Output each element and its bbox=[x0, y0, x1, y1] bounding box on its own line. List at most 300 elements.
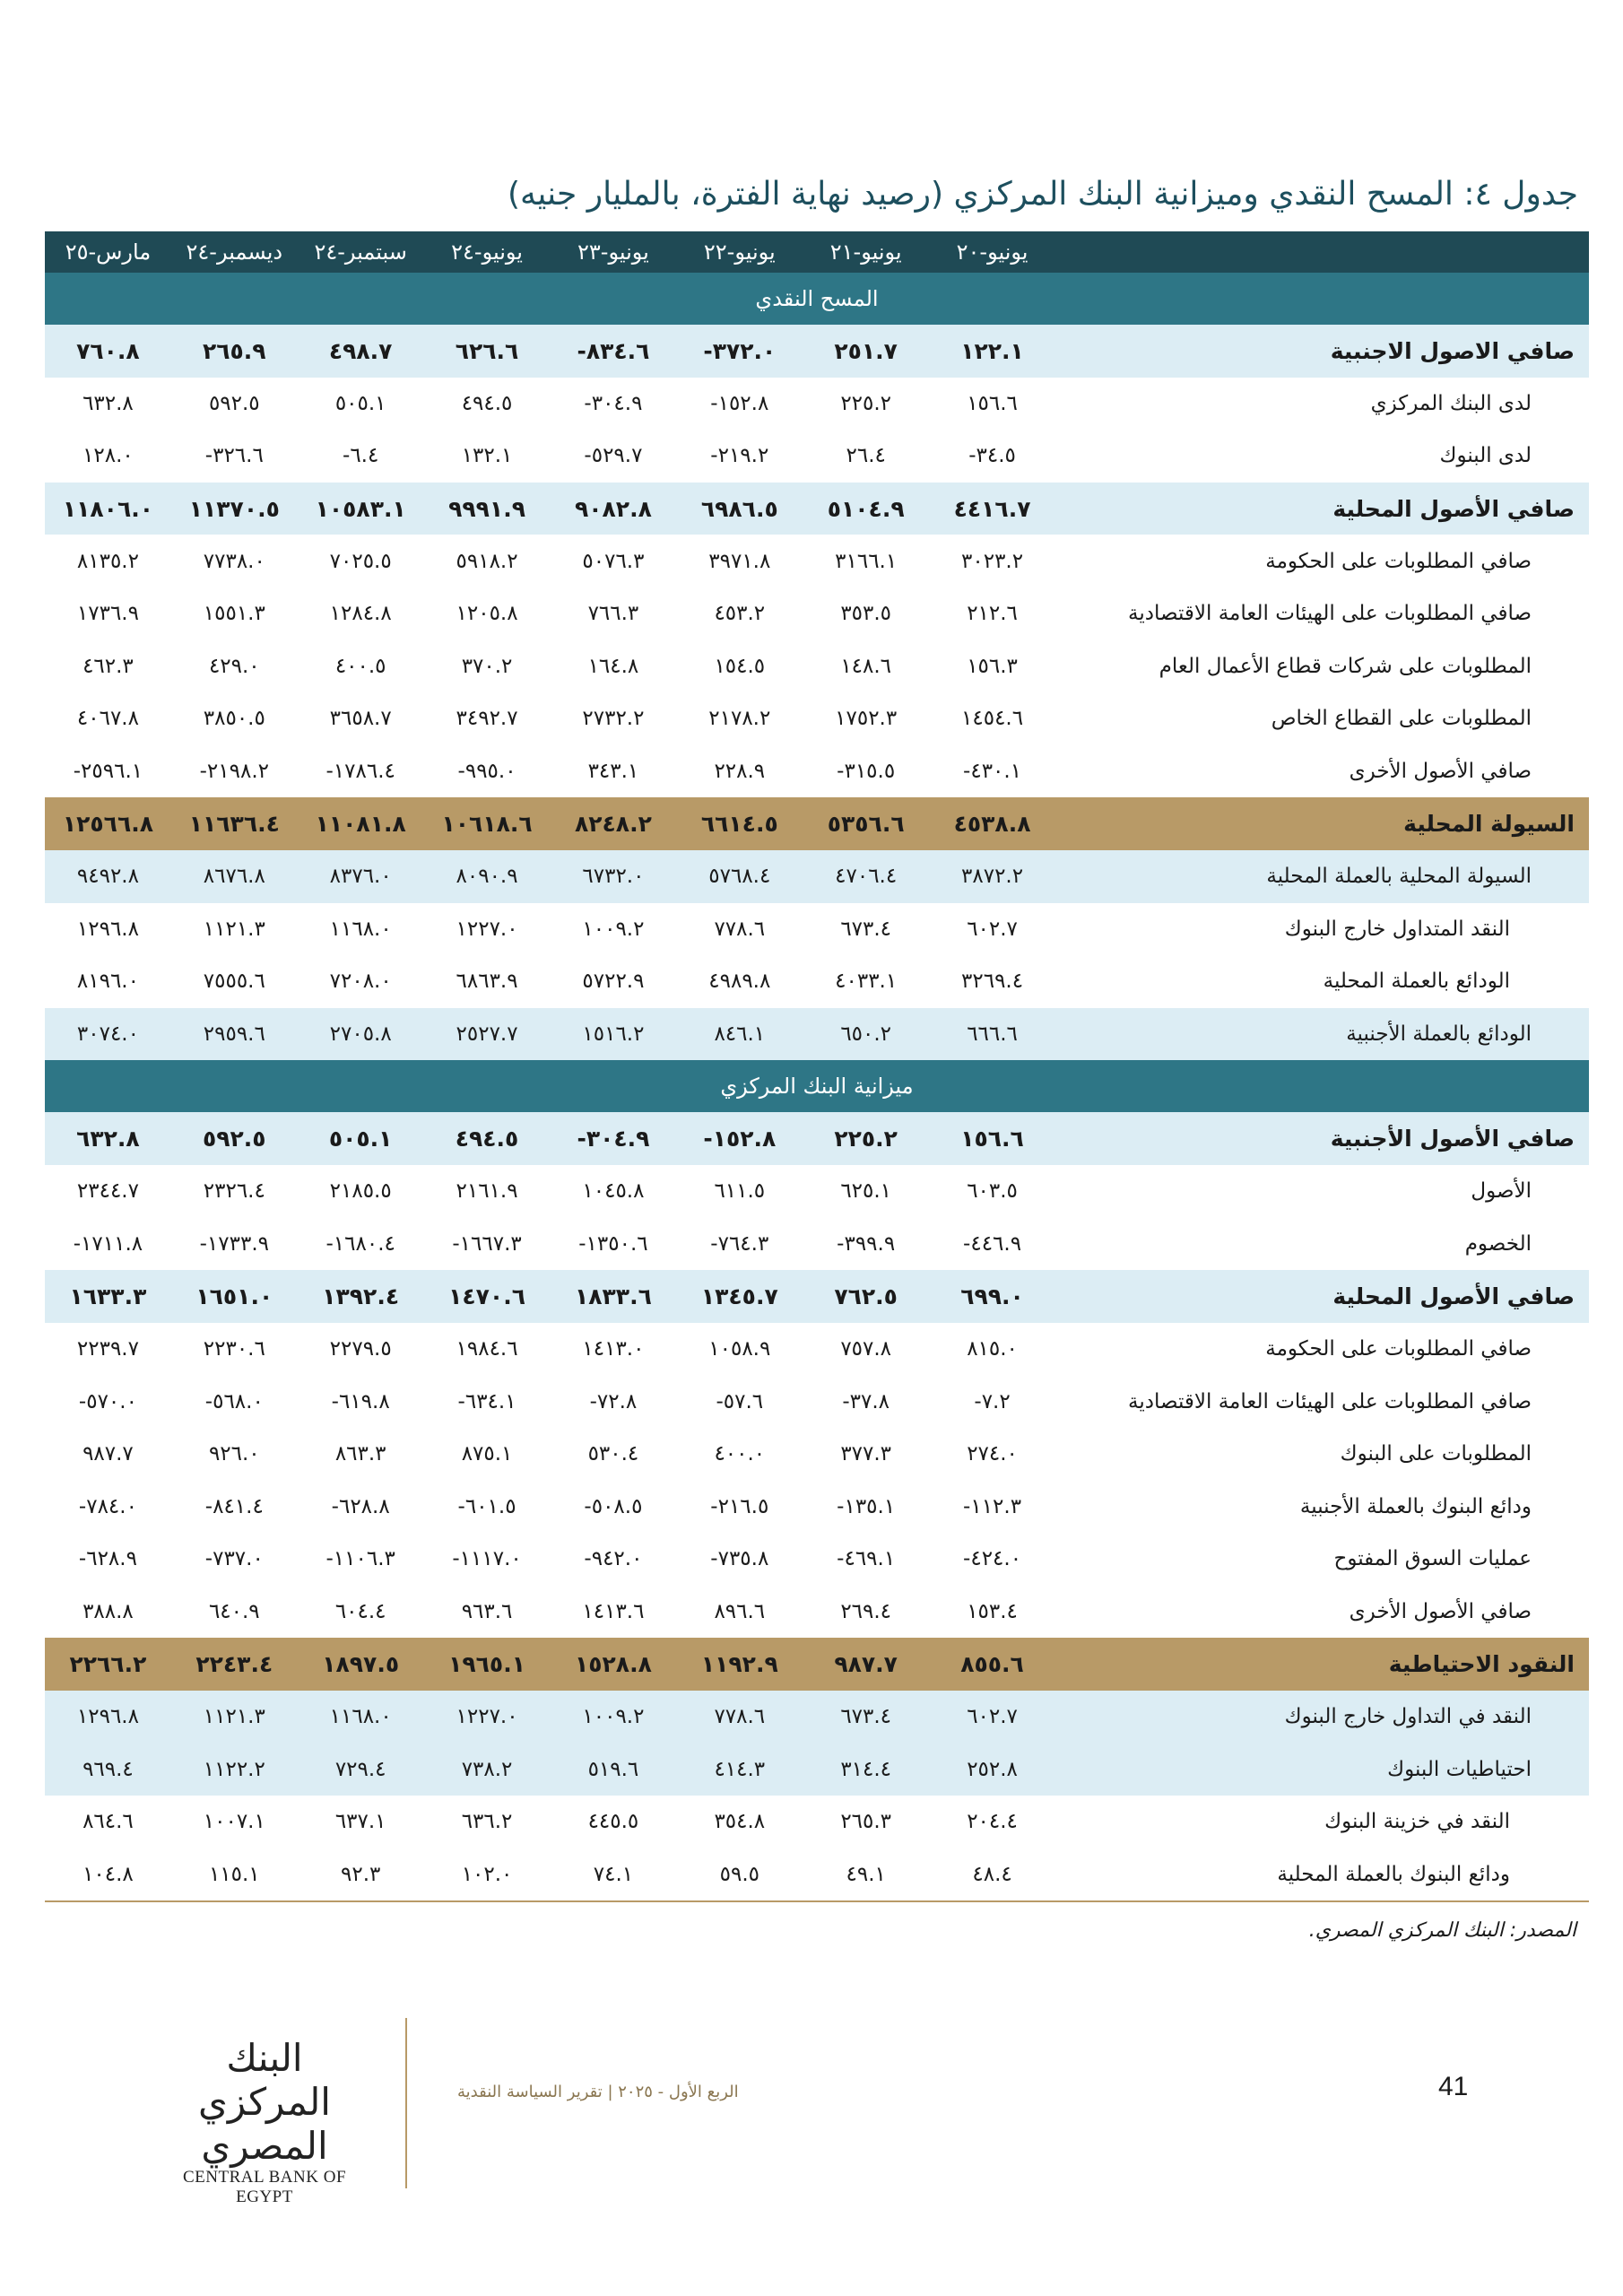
row-label: السيولة المحلية بالعملة المحلية bbox=[1055, 850, 1589, 903]
section-title: المسح النقدي bbox=[45, 273, 1589, 325]
table-cell: ٤٠٣٣.١ bbox=[803, 955, 929, 1008]
table-cell: -١٧١١.٨ bbox=[45, 1218, 171, 1271]
table-cell: -٩٩٥.٠ bbox=[424, 745, 551, 798]
table-cell: ٨٣٧٦.٠ bbox=[298, 850, 424, 903]
table-cell: ١٥٥١.٣ bbox=[171, 587, 298, 640]
table-cell: ٨٦٧٦.٨ bbox=[171, 850, 298, 903]
table-cell: -٣٧٢.٠ bbox=[676, 325, 803, 378]
table-cell: ٨١٥.٠ bbox=[929, 1323, 1055, 1376]
table-cell: -٧٣٥.٨ bbox=[676, 1533, 803, 1586]
header-row bbox=[45, 231, 1589, 273]
table-cell: ١٠٠٩.٢ bbox=[551, 1691, 677, 1744]
table-cell: -٢١٦.٥ bbox=[676, 1480, 803, 1533]
table-cell: ١١٩٢.٩ bbox=[676, 1638, 803, 1691]
table-cell: -٦.٤ bbox=[298, 430, 424, 483]
table-cell: ٥٩٢.٥ bbox=[171, 378, 298, 430]
table-cell: ٦٢٥.١ bbox=[803, 1165, 929, 1218]
table-row bbox=[45, 745, 1589, 798]
table-cell: ٧٢٩.٤ bbox=[298, 1743, 424, 1796]
table-cell: ٤٦٢.٣ bbox=[45, 640, 171, 693]
table-cell: ٢٦٥.٣ bbox=[803, 1796, 929, 1848]
table-cell: ١٧٣٦.٩ bbox=[45, 587, 171, 640]
table-cell: ١٤٥٤.٦ bbox=[929, 692, 1055, 745]
cbe-logo bbox=[161, 2036, 368, 2207]
table-cell: ٣٢٦٩.٤ bbox=[929, 955, 1055, 1008]
table-cell: -٧.٢ bbox=[929, 1375, 1055, 1428]
table-row bbox=[45, 1218, 1589, 1271]
table-cell: ٣٧٠.٢ bbox=[424, 640, 551, 693]
table-cell: ٤٠٠.٠ bbox=[676, 1428, 803, 1481]
table-row bbox=[45, 1848, 1589, 1902]
row-label: المطلوبات على القطاع الخاص bbox=[1055, 692, 1589, 745]
table-cell: ٣٤٩٢.٧ bbox=[424, 692, 551, 745]
table-cell: -١١٠٦.٣ bbox=[298, 1533, 424, 1586]
row-label: المطلوبات على البنوك bbox=[1055, 1428, 1589, 1481]
table-row bbox=[45, 1743, 1589, 1796]
table-cell: ٣٤٣.١ bbox=[551, 745, 677, 798]
table-cell: ٢٧٣٢.٢ bbox=[551, 692, 677, 745]
table-cell: ١١٨٠٦.٠ bbox=[45, 483, 171, 535]
table-row bbox=[45, 640, 1589, 693]
table-cell: -١١١٧.٠ bbox=[424, 1533, 551, 1586]
table-cell: ١١٦٨.٠ bbox=[298, 1691, 424, 1744]
table-cell: ٧٥٥٥.٦ bbox=[171, 955, 298, 1008]
row-label: ودائع البنوك بالعملة الأجنبية bbox=[1055, 1480, 1589, 1533]
table-cell: ٣٥٣.٥ bbox=[803, 587, 929, 640]
table-cell: ٦٣٢.٨ bbox=[45, 378, 171, 430]
table-cell: ١١٣٧٠.٥ bbox=[171, 483, 298, 535]
table-cell: ٧٦٦.٣ bbox=[551, 587, 677, 640]
table-cell: ٨٦٤.٦ bbox=[45, 1796, 171, 1848]
column-header: ديسمبر-٢٤ bbox=[171, 231, 298, 273]
table-cell: -٣٩٩.٩ bbox=[803, 1218, 929, 1271]
table-cell: ٢٢٣٩.٧ bbox=[45, 1323, 171, 1376]
table-row bbox=[45, 1586, 1589, 1639]
table-cell: ٢٣٢٦.٤ bbox=[171, 1165, 298, 1218]
table-cell: ١٤١٣.٦ bbox=[551, 1586, 677, 1639]
table-cell: ١٠٠٧.١ bbox=[171, 1796, 298, 1848]
table-cell: ٤٠٦٧.٨ bbox=[45, 692, 171, 745]
table-cell: ١٠٤.٨ bbox=[45, 1848, 171, 1902]
table-cell: ٩٢.٣ bbox=[298, 1848, 424, 1902]
table-cell: -٢١٩٨.٢ bbox=[171, 745, 298, 798]
table-cell: ٧٠٢٥.٥ bbox=[298, 535, 424, 587]
table-cell: ٥٧٦٨.٤ bbox=[676, 850, 803, 903]
table-row bbox=[45, 955, 1589, 1008]
table-cell: ١٠٥٨٣.١ bbox=[298, 483, 424, 535]
table-cell: ٤٩٨.٧ bbox=[298, 325, 424, 378]
table-cell: ١١٥.١ bbox=[171, 1848, 298, 1902]
table-cell: ١٥٣.٤ bbox=[929, 1586, 1055, 1639]
table-cell: -٥٧٠.٠ bbox=[45, 1375, 171, 1428]
table-cell: ٢٠٤.٤ bbox=[929, 1796, 1055, 1848]
row-label: الأصول bbox=[1055, 1165, 1589, 1218]
table-cell: ١٢٢.١ bbox=[929, 325, 1055, 378]
table-cell: ٢٧٤.٠ bbox=[929, 1428, 1055, 1481]
table-cell: ٢٩٥٩.٦ bbox=[171, 1008, 298, 1061]
table-cell: -٤٤٦.٩ bbox=[929, 1218, 1055, 1271]
table-cell: ٢١٦١.٩ bbox=[424, 1165, 551, 1218]
table-cell: -٢١٩.٢ bbox=[676, 430, 803, 483]
table-cell: ٥٩.٥ bbox=[676, 1848, 803, 1902]
table-cell: ٥٧٢٢.٩ bbox=[551, 955, 677, 1008]
table-cell: ٣٦٥٨.٧ bbox=[298, 692, 424, 745]
table-cell: ٦١١.٥ bbox=[676, 1165, 803, 1218]
table-cell: ٤٥٣.٢ bbox=[676, 587, 803, 640]
table-cell: ٢٥١.٧ bbox=[803, 325, 929, 378]
table-cell: ١٢٠٥.٨ bbox=[424, 587, 551, 640]
table-row bbox=[45, 1638, 1589, 1691]
table-cell: ١٠٥٨.٩ bbox=[676, 1323, 803, 1376]
column-header: يونيو-٢٢ bbox=[676, 231, 803, 273]
table-cell: ٧٦٠.٨ bbox=[45, 325, 171, 378]
table-cell: -٤٢٤.٠ bbox=[929, 1533, 1055, 1586]
table-cell: ٣٠٢٣.٢ bbox=[929, 535, 1055, 587]
table-cell: ٢١٨٥.٥ bbox=[298, 1165, 424, 1218]
table-cell: ١٤٧٠.٦ bbox=[424, 1270, 551, 1323]
row-label: صافي المطلوبات على الحكومة bbox=[1055, 535, 1589, 587]
table-cell: ١٨٣٣.٦ bbox=[551, 1270, 677, 1323]
table-cell: -٥٦٨.٠ bbox=[171, 1375, 298, 1428]
table-cell: ٩٦٣.٦ bbox=[424, 1586, 551, 1639]
table-cell: -٦٣٤.١ bbox=[424, 1375, 551, 1428]
table-cell: ٥٩٢.٥ bbox=[171, 1112, 298, 1165]
table-cell: ٣٧٧.٣ bbox=[803, 1428, 929, 1481]
table-cell: -٣٧.٨ bbox=[803, 1375, 929, 1428]
table-cell: ١٥٦.٣ bbox=[929, 640, 1055, 693]
table-cell: ١٩٦٥.١ bbox=[424, 1638, 551, 1691]
section-header bbox=[45, 1060, 1589, 1112]
table-cell: ١٦٣٣.٣ bbox=[45, 1270, 171, 1323]
table-cell: -٣٠٤.٩ bbox=[551, 1112, 677, 1165]
table-cell: -٧٢.٨ bbox=[551, 1375, 677, 1428]
table-cell: ٢٢٧٩.٥ bbox=[298, 1323, 424, 1376]
table-cell: -٦١٩.٨ bbox=[298, 1375, 424, 1428]
table-cell: ٩٨٧.٧ bbox=[803, 1638, 929, 1691]
table-cell: -٨٣٤.٦ bbox=[551, 325, 677, 378]
table-cell: ٦٤٠.٩ bbox=[171, 1586, 298, 1639]
table-cell: ٦٣٦.٢ bbox=[424, 1796, 551, 1848]
table-title: جدول ٤: المسح النقدي وميزانية البنك المركزي (رصيد نهاية الفترة، بالمليار جنيه) bbox=[507, 176, 1578, 213]
table-cell: ٢٢٥.٢ bbox=[803, 1112, 929, 1165]
table-cell: -١٦٦٧.٣ bbox=[424, 1218, 551, 1271]
row-label: الخصوم bbox=[1055, 1218, 1589, 1271]
table-cell: ١٨٩٧.٥ bbox=[298, 1638, 424, 1691]
table-cell: ٢٢٦٦.٢ bbox=[45, 1638, 171, 1691]
table-cell: ٦٠٢.٧ bbox=[929, 903, 1055, 956]
table-cell: -٤٣٠.١ bbox=[929, 745, 1055, 798]
table-cell: -٦٢٨.٩ bbox=[45, 1533, 171, 1586]
table-cell: ٦٢٦.٦ bbox=[424, 325, 551, 378]
row-label: الودائع بالعملة المحلية bbox=[1055, 955, 1589, 1008]
table-cell: ٦٧٣.٤ bbox=[803, 1691, 929, 1744]
table-cell: ٧٦٢.٥ bbox=[803, 1270, 929, 1323]
table-cell: ٥٩١٨.٢ bbox=[424, 535, 551, 587]
table-cell: ١١٦٨.٠ bbox=[298, 903, 424, 956]
table-row bbox=[45, 692, 1589, 745]
row-label: عمليات السوق المفتوح bbox=[1055, 1533, 1589, 1586]
table-cell: ٥٣٠.٤ bbox=[551, 1428, 677, 1481]
table-cell: ٣١٤.٤ bbox=[803, 1743, 929, 1796]
table-cell: ٥١٩.٦ bbox=[551, 1743, 677, 1796]
table-cell: -٥٢٩.٧ bbox=[551, 430, 677, 483]
table-row bbox=[45, 1480, 1589, 1533]
table-row bbox=[45, 1796, 1589, 1848]
table-cell: -١٣٥.١ bbox=[803, 1480, 929, 1533]
table-cell: ٦٩٨٦.٥ bbox=[676, 483, 803, 535]
table-cell: ١٢٨٤.٨ bbox=[298, 587, 424, 640]
monetary-survey-table bbox=[45, 231, 1589, 1902]
row-label: صافي الأصول المحلية bbox=[1055, 1270, 1589, 1323]
table-cell: ١٠٢.٠ bbox=[424, 1848, 551, 1902]
table-cell: ٣٨٧٢.٢ bbox=[929, 850, 1055, 903]
table-cell: ٥١٠٤.٩ bbox=[803, 483, 929, 535]
table-cell: ٩٤٩٢.٨ bbox=[45, 850, 171, 903]
table-cell: ٢٦٩.٤ bbox=[803, 1586, 929, 1639]
table-row bbox=[45, 430, 1589, 483]
table-cell: ٤٩.١ bbox=[803, 1848, 929, 1902]
table-cell: ١١٢٢.٢ bbox=[171, 1743, 298, 1796]
table-cell: ٦٠٤.٤ bbox=[298, 1586, 424, 1639]
table-cell: ٨١٩٦.٠ bbox=[45, 955, 171, 1008]
table-cell: ٣٨٥٠.٥ bbox=[171, 692, 298, 745]
table-cell: ٩٦٩.٤ bbox=[45, 1743, 171, 1796]
table-cell: ٥٣٥٦.٦ bbox=[803, 797, 929, 850]
table-cell: -٩٤٢.٠ bbox=[551, 1533, 677, 1586]
table-cell: ٤٧٠٦.٤ bbox=[803, 850, 929, 903]
table-cell: ٥٠٧٦.٣ bbox=[551, 535, 677, 587]
row-label: لدى البنك المركزي bbox=[1055, 378, 1589, 430]
table-cell: ١١٢١.٣ bbox=[171, 903, 298, 956]
table-cell: -٣١٥.٥ bbox=[803, 745, 929, 798]
table-cell: ٨٤٦.١ bbox=[676, 1008, 803, 1061]
table-cell: ١٥١٦.٢ bbox=[551, 1008, 677, 1061]
table-cell: ١٣٤٥.٧ bbox=[676, 1270, 803, 1323]
table-cell: ١٤١٣.٠ bbox=[551, 1323, 677, 1376]
table-cell: ٤٤٥.٥ bbox=[551, 1796, 677, 1848]
table-cell: ٣٨٨.٨ bbox=[45, 1586, 171, 1639]
table-row bbox=[45, 1691, 1589, 1744]
table-cell: ٢٧٠٥.٨ bbox=[298, 1008, 424, 1061]
table-row bbox=[45, 535, 1589, 587]
row-label: صافي المطلوبات على الحكومة bbox=[1055, 1323, 1589, 1376]
table-cell: -٦٠١.٥ bbox=[424, 1480, 551, 1533]
table-cell: -١٧٨٦.٤ bbox=[298, 745, 424, 798]
row-label: النقد في خزينة البنوك bbox=[1055, 1796, 1589, 1848]
table-cell: ١٠٦١٨.٦ bbox=[424, 797, 551, 850]
table-cell: ٦٣٢.٨ bbox=[45, 1112, 171, 1165]
footer-divider bbox=[405, 2018, 407, 2188]
table-row bbox=[45, 1165, 1589, 1218]
section-title: ميزانية البنك المركزي bbox=[45, 1060, 1589, 1112]
table-cell: ١١٢١.٣ bbox=[171, 1691, 298, 1744]
row-label: لدى البنوك bbox=[1055, 430, 1589, 483]
table-cell: ٨٩٦.٦ bbox=[676, 1586, 803, 1639]
table-cell: -٧٦٤.٣ bbox=[676, 1218, 803, 1271]
row-label: صافي المطلوبات على الهيئات العامة الاقتصادية bbox=[1055, 1375, 1589, 1428]
table-row bbox=[45, 1533, 1589, 1586]
table-row bbox=[45, 378, 1589, 430]
row-label: السيولة المحلية bbox=[1055, 797, 1589, 850]
table-row bbox=[45, 903, 1589, 956]
row-label: صافي الأصول الأجنبية bbox=[1055, 1112, 1589, 1165]
column-header: يونيو-٢٣ bbox=[551, 231, 677, 273]
table-cell: ١٢٩٦.٨ bbox=[45, 1691, 171, 1744]
table-cell: ٩٠٨٢.٨ bbox=[551, 483, 677, 535]
table-cell: ٦٧٣.٤ bbox=[803, 903, 929, 956]
table-cell: ٦٧٣٢.٠ bbox=[551, 850, 677, 903]
table-cell: -٨٤١.٤ bbox=[171, 1480, 298, 1533]
table-cell: -١٧٣٣.٩ bbox=[171, 1218, 298, 1271]
row-label: صافي المطلوبات على الهيئات العامة الاقتصادية bbox=[1055, 587, 1589, 640]
table-cell: ٨٥٥.٦ bbox=[929, 1638, 1055, 1691]
table-cell: ٣٥٤.٨ bbox=[676, 1796, 803, 1848]
row-label: النقد في التداول خارج البنوك bbox=[1055, 1691, 1589, 1744]
row-label: المطلوبات على شركات قطاع الأعمال العام bbox=[1055, 640, 1589, 693]
table-cell: ٤٢٩.٠ bbox=[171, 640, 298, 693]
table-cell: ١٢٨.٠ bbox=[45, 430, 171, 483]
table-cell: ٦٥٠.٢ bbox=[803, 1008, 929, 1061]
table-cell: ١٠٠٩.٢ bbox=[551, 903, 677, 956]
table-cell: ١٢٥٦٦.٨ bbox=[45, 797, 171, 850]
table-cell: ٦٠٣.٥ bbox=[929, 1165, 1055, 1218]
column-header: سبتمبر-٢٤ bbox=[298, 231, 424, 273]
row-label: صافي الاصول الاجنبية bbox=[1055, 325, 1589, 378]
table-cell: -١٦٨٠.٤ bbox=[298, 1218, 424, 1271]
table-cell: ٢٦.٤ bbox=[803, 430, 929, 483]
table-cell: ٥٠٥.١ bbox=[298, 378, 424, 430]
table-cell: ٦٦١٤.٥ bbox=[676, 797, 803, 850]
column-header: مارس-٢٥ bbox=[45, 231, 171, 273]
table-cell: ٢٢٣٠.٦ bbox=[171, 1323, 298, 1376]
section-header bbox=[45, 273, 1589, 325]
table-cell: -٣٢٦.٦ bbox=[171, 430, 298, 483]
row-label: النقود الاحتياطية bbox=[1055, 1638, 1589, 1691]
table-cell: ٤٠٠.٥ bbox=[298, 640, 424, 693]
table-cell: ٢١٢.٦ bbox=[929, 587, 1055, 640]
logo-arabic: البنك المركزي المصري bbox=[198, 2036, 331, 2168]
table-cell: -١٥٢.٨ bbox=[676, 378, 803, 430]
row-label: ودائع البنوك بالعملة المحلية bbox=[1055, 1848, 1589, 1902]
table-cell: ٦٦٦.٦ bbox=[929, 1008, 1055, 1061]
table-cell: -٤٦٩.١ bbox=[803, 1533, 929, 1586]
table-cell: ٧٤.١ bbox=[551, 1848, 677, 1902]
table-cell: ١٥٢٨.٨ bbox=[551, 1638, 677, 1691]
table-cell: ٨٠٩٠.٩ bbox=[424, 850, 551, 903]
table-cell: -٢٥٩٦.١ bbox=[45, 745, 171, 798]
row-label: صافي الأصول الأخرى bbox=[1055, 745, 1589, 798]
column-header: يونيو-٢١ bbox=[803, 231, 929, 273]
table-cell: ٤٩٤.٥ bbox=[424, 1112, 551, 1165]
table-cell: ٦٩٩.٠ bbox=[929, 1270, 1055, 1323]
table-row bbox=[45, 850, 1589, 903]
table-cell: ١٥٦.٦ bbox=[929, 378, 1055, 430]
table-cell: ٦٣٧.١ bbox=[298, 1796, 424, 1848]
table-cell: ١٥٦.٦ bbox=[929, 1112, 1055, 1165]
table-cell: -٣٠٤.٩ bbox=[551, 378, 677, 430]
table-cell: ٤٨.٤ bbox=[929, 1848, 1055, 1902]
table-row bbox=[45, 1375, 1589, 1428]
table-cell: ٨٢٤٨.٢ bbox=[551, 797, 677, 850]
table-cell: ١٦٤.٨ bbox=[551, 640, 677, 693]
table-cell: ٣٩٧١.٨ bbox=[676, 535, 803, 587]
table-row bbox=[45, 483, 1589, 535]
report-title: الربع الأول - ٢٠٢٥ | تقرير السياسة النقدية bbox=[457, 2083, 739, 2101]
table-cell: ١١٠٨١.٨ bbox=[298, 797, 424, 850]
table-cell: ٩٩٩١.٩ bbox=[424, 483, 551, 535]
table-cell: ٧٥٧.٨ bbox=[803, 1323, 929, 1376]
table-cell: ٤٩٨٩.٨ bbox=[676, 955, 803, 1008]
table-cell: ٨٦٣.٣ bbox=[298, 1428, 424, 1481]
table-cell: -٣٤.٥ bbox=[929, 430, 1055, 483]
table-cell: ٧٢٠٨.٠ bbox=[298, 955, 424, 1008]
table-cell: ٧٧٣٨.٠ bbox=[171, 535, 298, 587]
table-cell: ٧٧٨.٦ bbox=[676, 903, 803, 956]
table-cell: -٧٣٧.٠ bbox=[171, 1533, 298, 1586]
table-row bbox=[45, 1008, 1589, 1061]
table-cell: ٦٨٦٣.٩ bbox=[424, 955, 551, 1008]
row-label: النقد المتداول خارج البنوك bbox=[1055, 903, 1589, 956]
table-cell: ١٥٤.٥ bbox=[676, 640, 803, 693]
table-cell: ١٢٢٧.٠ bbox=[424, 1691, 551, 1744]
page-number: 41 bbox=[1438, 2072, 1469, 2101]
table-cell: ٥٠٥.١ bbox=[298, 1112, 424, 1165]
table-cell: ٢٢٨.٩ bbox=[676, 745, 803, 798]
row-label: احتياطيات البنوك bbox=[1055, 1743, 1589, 1796]
column-header: يونيو-٢٤ bbox=[424, 231, 551, 273]
table-cell: ٨١٣٥.٢ bbox=[45, 535, 171, 587]
table-cell: ٤٩٤.٥ bbox=[424, 378, 551, 430]
header-blank bbox=[1055, 231, 1589, 273]
table-cell: ٨٧٥.١ bbox=[424, 1428, 551, 1481]
table-cell: ٩٢٦.٠ bbox=[171, 1428, 298, 1481]
table-cell: ٢٢٤٣.٤ bbox=[171, 1638, 298, 1691]
table-cell: ٢٦٥.٩ bbox=[171, 325, 298, 378]
table-cell: -١٣٥٠.٦ bbox=[551, 1218, 677, 1271]
table-cell: ١٦٥١.٠ bbox=[171, 1270, 298, 1323]
table-cell: ٧٣٨.٢ bbox=[424, 1743, 551, 1796]
table-cell: ٣١٦٦.١ bbox=[803, 535, 929, 587]
table-cell: ٢٥٢.٨ bbox=[929, 1743, 1055, 1796]
table-cell: ٤١٤.٣ bbox=[676, 1743, 803, 1796]
table-cell: ٢٢٥.٢ bbox=[803, 378, 929, 430]
table-cell: ٣٠٧٤.٠ bbox=[45, 1008, 171, 1061]
table-row bbox=[45, 1323, 1589, 1376]
table-cell: -٥٠٨.٥ bbox=[551, 1480, 677, 1533]
row-label: صافي الأصول المحلية bbox=[1055, 483, 1589, 535]
table-cell: -١٥٢.٨ bbox=[676, 1112, 803, 1165]
table-row bbox=[45, 797, 1589, 850]
table-cell: ٦٠٢.٧ bbox=[929, 1691, 1055, 1744]
table-cell: ١٣٢.١ bbox=[424, 430, 551, 483]
row-label: الودائع بالعملة الأجنبية bbox=[1055, 1008, 1589, 1061]
table-cell: ١٩٨٤.٦ bbox=[424, 1323, 551, 1376]
table-row bbox=[45, 325, 1589, 378]
table-cell: ٢٥٢٧.٧ bbox=[424, 1008, 551, 1061]
row-label: صافي الأصول الأخرى bbox=[1055, 1586, 1589, 1639]
source-note: المصدر: البنك المركزي المصري. bbox=[1308, 1919, 1576, 1942]
table-row bbox=[45, 1270, 1589, 1323]
logo-english: CENTRAL BANK OF EGYPT bbox=[182, 2168, 347, 2206]
table-cell: ٢٣٤٤.٧ bbox=[45, 1165, 171, 1218]
table-row bbox=[45, 587, 1589, 640]
table-row bbox=[45, 1428, 1589, 1481]
table-cell: ١٢٢٧.٠ bbox=[424, 903, 551, 956]
column-header: يونيو-٢٠ bbox=[929, 231, 1055, 273]
table-cell: ٢١٧٨.٢ bbox=[676, 692, 803, 745]
table-cell: ٩٨٧.٧ bbox=[45, 1428, 171, 1481]
table-cell: ١٠٤٥.٨ bbox=[551, 1165, 677, 1218]
